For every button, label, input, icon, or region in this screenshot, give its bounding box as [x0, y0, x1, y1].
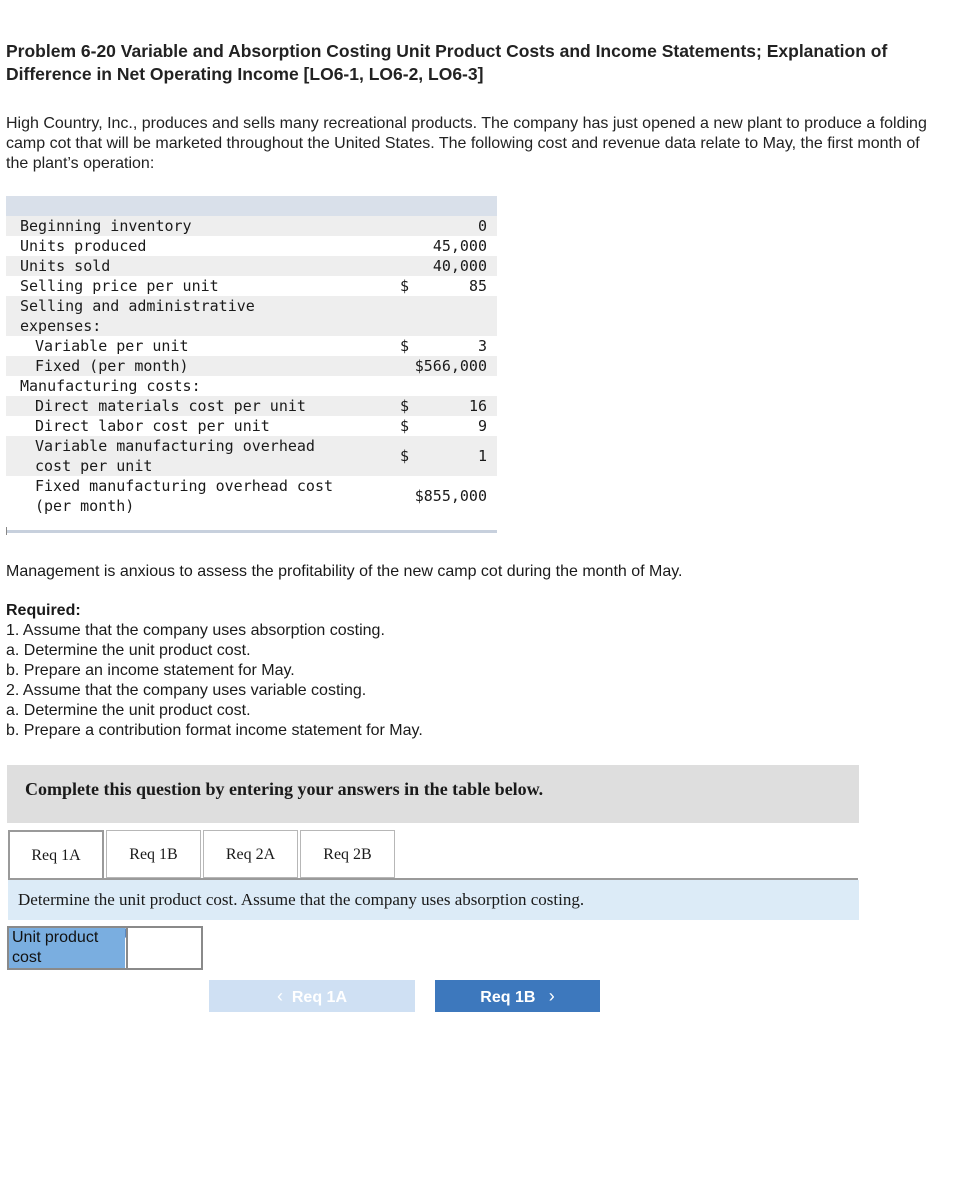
required-item: a. Determine the unit product cost. — [6, 702, 251, 719]
chevron-right-icon: › — [548, 986, 555, 1006]
row-fixed-per-month — [6, 356, 497, 376]
tab-req-1a[interactable]: Req 1A — [8, 830, 104, 880]
required-item: b. Prepare an income statement for May. — [6, 662, 295, 679]
prev-req-label: Req 1A — [291, 989, 347, 1006]
tab-req-2a[interactable]: Req 2A — [203, 830, 298, 878]
row-mfg-heading — [6, 376, 497, 396]
next-req-button[interactable] — [435, 980, 600, 1012]
row-direct-materials — [6, 396, 497, 416]
row-selling-price — [6, 276, 497, 296]
row-units-produced — [6, 236, 497, 256]
table-resize-mark — [6, 527, 7, 535]
row-fixed-mfg-overhead — [6, 476, 497, 516]
fixed-mfg-overhead-value: $855,000 — [414, 487, 487, 505]
direct-materials-label: Direct materials cost per unit — [6, 396, 400, 416]
units-produced-value: 45,000 — [432, 237, 487, 255]
cost-revenue-table — [6, 196, 497, 533]
variable-mfg-overhead-value: 1 — [420, 436, 497, 476]
fixed-mfg-overhead-line2: (per month) — [35, 497, 135, 515]
direct-labor-value: 9 — [477, 417, 487, 435]
unit-product-cost-input[interactable] — [126, 928, 201, 968]
beginning-inventory-label: Beginning inventory — [6, 216, 400, 236]
units-sold-value: 40,000 — [420, 256, 497, 276]
sga-heading-line1: Selling and administrative — [6, 296, 400, 316]
problem-intro: High Country, Inc., produces and sells many recreational products. The company has just opened a new plant to produce a folding camp cot that will be marketed throughout the United States. The following cost and revenue data relate to May, the first month of the plant’s operation: — [6, 115, 927, 172]
next-req-label: Req 1B — [480, 989, 536, 1006]
tab-req-2b[interactable]: Req 2B — [300, 830, 395, 878]
tab-instruction: Determine the unit product cost. Assume that the company uses absorption costing. — [8, 880, 859, 920]
row-variable-per-unit — [6, 336, 497, 356]
variable-per-unit-currency: $ — [400, 337, 410, 355]
selling-price-currency: $ — [400, 277, 410, 295]
row-variable-mfg-overhead — [6, 436, 497, 476]
row-units-sold — [6, 256, 497, 276]
unit-product-cost-label-text: Unit product cost — [12, 929, 99, 966]
instructions-banner: Complete this question by entering your answers in the table below. — [7, 765, 859, 823]
management-text: Management is anxious to assess the profitability of the new camp cot during the month of May. — [6, 563, 683, 580]
required-item: 1. Assume that the company uses absorption costing. — [6, 622, 385, 639]
fixed-per-month-value: $566,000 — [400, 356, 497, 376]
mfg-heading: Manufacturing costs: — [20, 377, 201, 395]
row-direct-labor — [6, 416, 497, 436]
selling-price-label: Selling price per unit — [20, 277, 219, 295]
required-heading: Required: — [6, 602, 81, 619]
problem-title: Problem 6-20 Variable and Absorption Costing Unit Product Costs and Income Statements; Explanation of Difference in Net Operating Income [LO6-1, LO6-2, LO6-3] — [6, 41, 888, 84]
variable-mfg-overhead-line1: Variable manufacturing overhead — [35, 437, 315, 455]
variable-per-unit-value: 3 — [477, 337, 487, 355]
sga-heading-line2: expenses: — [6, 316, 400, 336]
selling-price-value: 85 — [468, 277, 487, 295]
fixed-mfg-overhead-line1: Fixed manufacturing overhead cost — [35, 477, 334, 495]
required-list — [6, 621, 423, 741]
direct-labor-label: Direct labor cost per unit — [35, 417, 270, 435]
row-sga-heading — [6, 296, 497, 316]
chevron-left-icon: ‹ — [276, 986, 283, 1006]
unit-product-cost-label — [9, 928, 125, 968]
units-produced-label: Units produced — [20, 237, 147, 255]
tab-req-1b[interactable]: Req 1B — [106, 830, 201, 878]
row-beginning-inventory — [6, 216, 497, 236]
direct-materials-value: 16 — [420, 396, 497, 416]
required-item: a. Determine the unit product cost. — [6, 642, 251, 659]
required-item: b. Prepare a contribution format income statement for May. — [6, 722, 423, 739]
direct-materials-currency: $ — [400, 396, 420, 416]
direct-labor-currency: $ — [400, 417, 410, 435]
variable-per-unit-label: Variable per unit — [35, 337, 189, 355]
required-item: 2. Assume that the company uses variable costing. — [6, 682, 367, 699]
prev-req-button[interactable] — [209, 980, 415, 1012]
units-sold-label: Units sold — [6, 256, 400, 276]
beginning-inventory-value: 0 — [420, 216, 497, 236]
variable-mfg-overhead-line2: cost per unit — [35, 457, 153, 475]
row-sga-heading-2 — [6, 316, 497, 336]
fixed-per-month-label: Fixed (per month) — [6, 356, 400, 376]
answer-row — [7, 926, 203, 970]
variable-mfg-overhead-currency: $ — [400, 436, 420, 476]
